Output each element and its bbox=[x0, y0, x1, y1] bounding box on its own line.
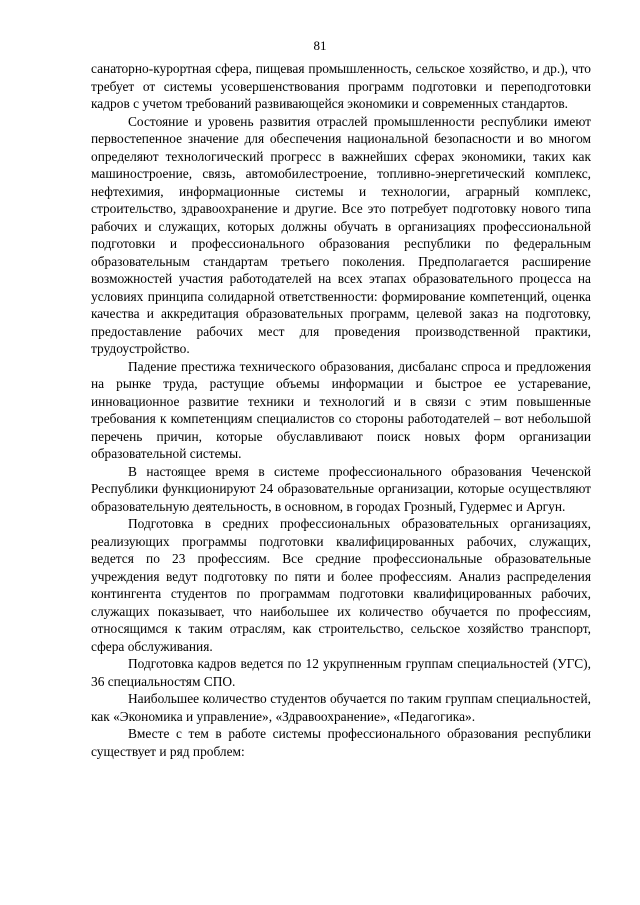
paragraph: санаторно-курортная сфера, пищевая промышленность, сельское хозяйство, и др.), что требует от системы усовершенствования программ подготовки и переподготовки кадров с учетом требований развивающейся экономики и современных стандартов. bbox=[91, 61, 591, 111]
paragraph: Подготовка в средних профессиональных образовательных организациях, реализующих программы подготовки квалифицированных рабочих, служащих, ведется по 23 профессиям. Все средние профессиональные образовательные учреждения ведут подготовку по пяти и более профессиям. Анализ распределения контингента студентов по программам подготовки квалифицированных рабочих, служащих показывает, что наибольшее их количество обучается по профессиям, относящимся к таким отраслям, как строительство, сельское хозяйство транспорт, сфера обслуживания. bbox=[91, 516, 591, 654]
paragraph: Наибольшее количество студентов обучается по таким группам специальностей, как «Экономика и управление», «Здравоохранение», «Педагогика». bbox=[91, 691, 591, 724]
paragraph: Вместе с тем в работе системы профессионального образования республики существует и ряд проблем: bbox=[91, 726, 591, 759]
page-number: 81 bbox=[313, 38, 327, 53]
paragraph: В настоящее время в системе профессионального образования Чеченской Республики функционируют 24 образовательные организации, которые осуществляют образовательную деятельность, в основном, в городах Грозный, Гудермес и Аргун. bbox=[91, 463, 591, 514]
paragraph: Подготовка кадров ведется по 12 укрупненным группам специальностей (УГС), 36 специальностям СПО. bbox=[91, 656, 591, 689]
paragraph: Состояние и уровень развития отраслей промышленности республики имеют первостепенное значение для обеспечения национальной безопасности и во многом определяют технологический прогресс в важнейших сферах экономики, таких как машиностроение, связь, автомобилестроение, топливно-энергетический комплекс, нефтехимия, информационные системы и технологии, аграрный комплекс, строительство, здравоохранение и другие. Все это потребует подготовку нового типа рабочих и служащих, которых должны обучать в организациях профессиональной подготовки и профессионального образования республики по федеральным образовательным стандартам третьего поколения. Предполагается расширение возможностей участия работодателей на всех этапах образовательного процесса на условиях принципа солидарной ответственности: формирование компетенций, оценка качества и аккредитация образовательных программ, целевой заказ на подготовку, предоставление рабочих мест для проведения производственной практики, трудоустройство. bbox=[91, 113, 591, 356]
body-text bbox=[91, 60, 591, 760]
paragraph: Падение престижа технического образования, дисбаланс спроса и предложения на рынке труда, растущие объемы информации и быстрое ее устаревание, инновационное развитие техники и технологий и в связи с этим повышенные требования к компетенциям специалистов со стороны работодателей – вот небольшой перечень причин, которые обуславливают поиск новых форм организации образовательной системы. bbox=[91, 358, 591, 461]
